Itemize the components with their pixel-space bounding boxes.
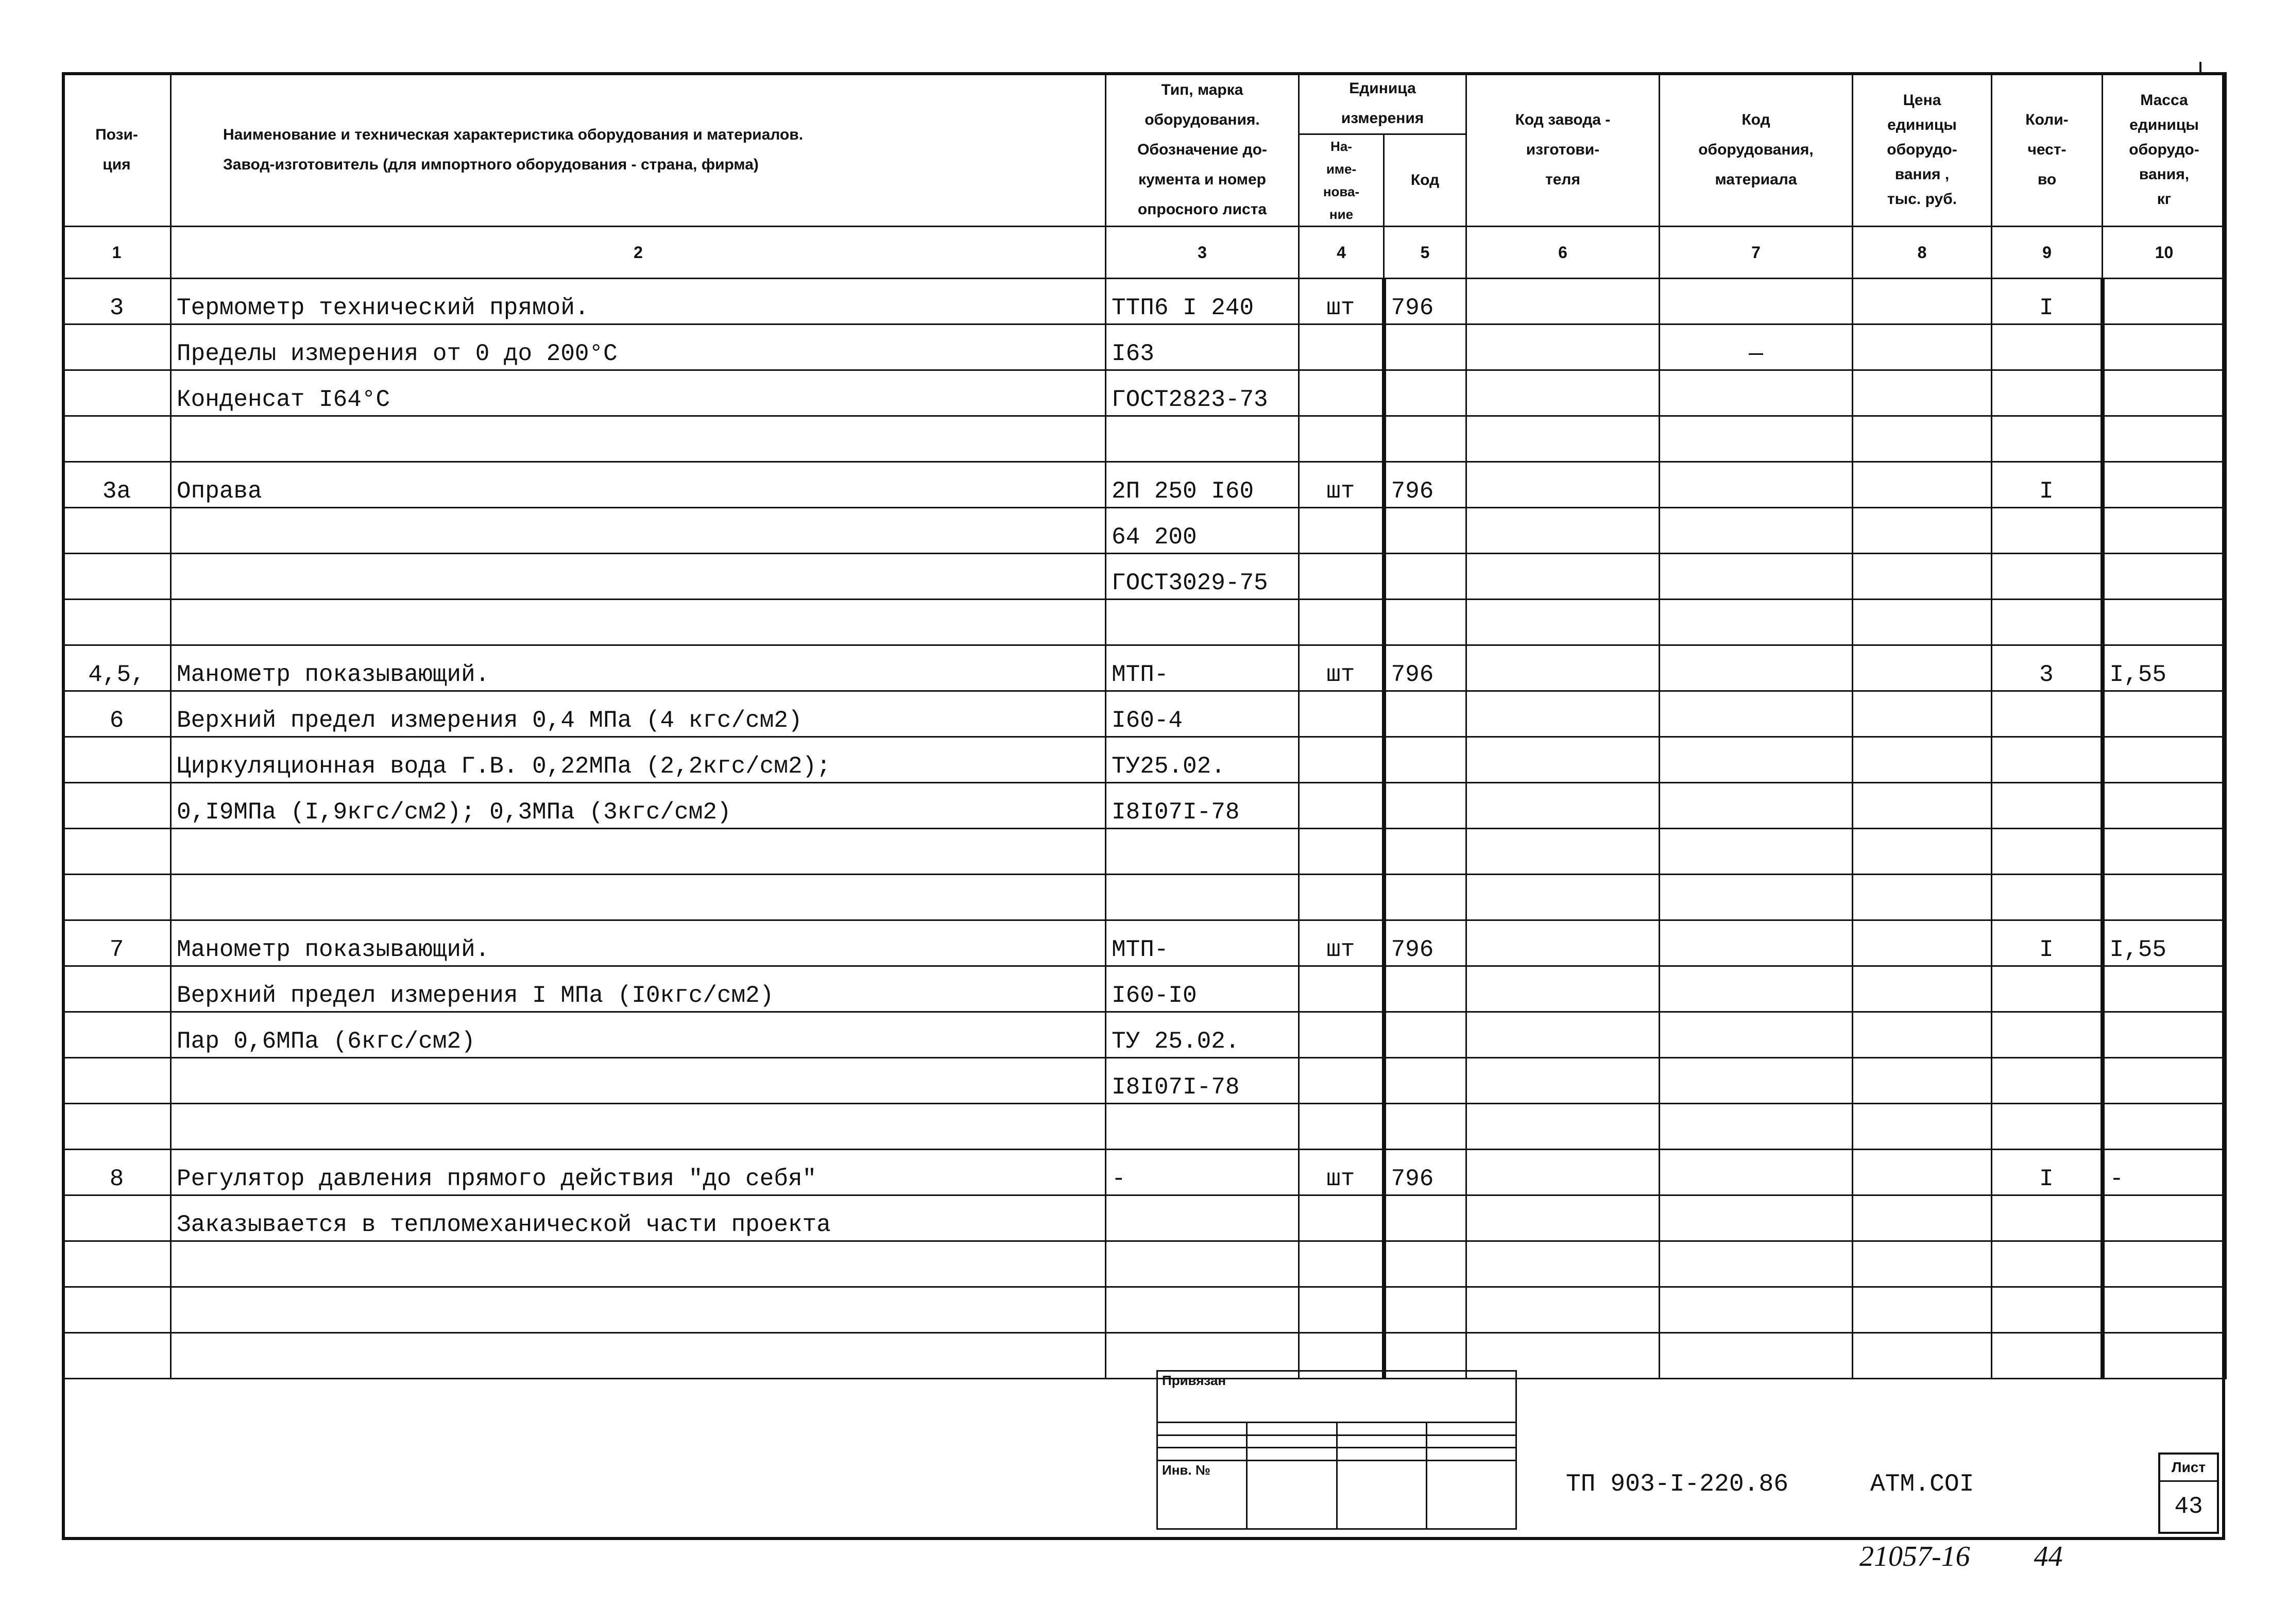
cell-qty [1992, 554, 2103, 600]
cell-code: 796 [1384, 462, 1466, 508]
cell-name [171, 1287, 1106, 1333]
cell-unit [1299, 1012, 1384, 1058]
cell-mfr [1466, 600, 1660, 645]
cell-price [1853, 416, 1992, 462]
cell-price [1853, 1058, 1992, 1104]
cell-name [171, 508, 1106, 554]
table-row [63, 370, 2226, 416]
cell-name [171, 554, 1106, 600]
cell-type: I60-4 [1106, 691, 1299, 737]
cell-qty: I [1992, 920, 2103, 966]
cell-code [1384, 737, 1466, 783]
cell-pos: 4,5, [63, 645, 171, 691]
cell-pos [63, 1058, 171, 1104]
cell-mfr [1466, 783, 1660, 829]
cell-price [1853, 1241, 1992, 1287]
cell-qty [1992, 1012, 2103, 1058]
cell-equip [1660, 875, 1853, 920]
cell-pos: 3 [63, 279, 171, 324]
cell-name [171, 829, 1106, 875]
col-number: 10 [2103, 227, 2226, 279]
cell-price [1853, 920, 1992, 966]
cell-qty [1992, 1058, 2103, 1104]
cell-pos [63, 1195, 171, 1241]
cell-price [1853, 1104, 1992, 1150]
cell-price [1853, 554, 1992, 600]
cell-name: Пределы измерения от 0 до 200°С [171, 324, 1106, 370]
cell-unit [1299, 1195, 1384, 1241]
table-row [63, 1150, 2226, 1195]
cell-pos [63, 737, 171, 783]
cell-type: I63 [1106, 324, 1299, 370]
cell-code [1384, 829, 1466, 875]
cell-price [1853, 1150, 1992, 1195]
cell-mfr [1466, 1012, 1660, 1058]
cell-pos: 6 [63, 691, 171, 737]
table-row [63, 783, 2226, 829]
cell-pos: 3а [63, 462, 171, 508]
cell-equip [1660, 462, 1853, 508]
cell-mfr [1466, 324, 1660, 370]
cell-pos [63, 783, 171, 829]
cell-price [1853, 279, 1992, 324]
cell-mfr [1466, 1150, 1660, 1195]
cell-type: ТУ25.02. [1106, 737, 1299, 783]
table-row [63, 1195, 2226, 1241]
cell-code [1384, 1104, 1466, 1150]
table-row [63, 920, 2226, 966]
table-row [63, 462, 2226, 508]
cell-mass [2103, 462, 2226, 508]
cell-unit: шт [1299, 1150, 1384, 1195]
col-number: 3 [1106, 227, 1299, 279]
table-row [63, 1287, 2226, 1333]
cell-price [1853, 324, 1992, 370]
col-number: 7 [1660, 227, 1853, 279]
cell-pos [63, 1287, 171, 1333]
cell-unit [1299, 829, 1384, 875]
cell-name: Регулятор давления прямого действия "до себя" [171, 1150, 1106, 1195]
cell-mass [2103, 1287, 2226, 1333]
col-number: 8 [1853, 227, 1992, 279]
cell-mass [2103, 1012, 2226, 1058]
col-number: 4 [1299, 227, 1384, 279]
cell-mass [2103, 1195, 2226, 1241]
cell-code [1384, 783, 1466, 829]
cell-mass [2103, 324, 2226, 370]
cell-mass [2103, 416, 2226, 462]
cell-price [1853, 1333, 1992, 1379]
cell-mass: I,55 [2103, 920, 2226, 966]
cell-code [1384, 1058, 1466, 1104]
cell-name [171, 1058, 1106, 1104]
cell-equip [1660, 691, 1853, 737]
cell-name: Конденсат I64°С [171, 370, 1106, 416]
col-number: 2 [171, 227, 1106, 279]
cell-name: Оправа [171, 462, 1106, 508]
cell-price [1853, 508, 1992, 554]
table-row [63, 829, 2226, 875]
cell-pos [63, 416, 171, 462]
cell-unit [1299, 1241, 1384, 1287]
cell-qty [1992, 829, 2103, 875]
cell-mfr [1466, 554, 1660, 600]
cell-unit [1299, 324, 1384, 370]
cell-equip [1660, 1012, 1853, 1058]
cell-price [1853, 645, 1992, 691]
table-row [63, 1012, 2226, 1058]
cell-equip [1660, 370, 1853, 416]
cell-qty [1992, 1333, 2103, 1379]
cell-name: Заказывается в тепломеханической части проекта [171, 1195, 1106, 1241]
table-row [63, 600, 2226, 645]
cell-name: Термометр технический прямой. [171, 279, 1106, 324]
cell-pos [63, 1333, 171, 1379]
cell-type: ТУ 25.02. [1106, 1012, 1299, 1058]
cell-pos [63, 554, 171, 600]
cell-code [1384, 1012, 1466, 1058]
cell-name: Пар 0,6МПа (6кгс/см2) [171, 1012, 1106, 1058]
table-row [63, 324, 2226, 370]
project-code: ТП 903-I-220.86 [1566, 1471, 1789, 1498]
cell-equip [1660, 645, 1853, 691]
sheet-number: 43 [2174, 1493, 2203, 1520]
cell-qty [1992, 875, 2103, 920]
cell-price [1853, 1012, 1992, 1058]
cell-unit [1299, 875, 1384, 920]
cell-price [1853, 691, 1992, 737]
header-row [63, 73, 2226, 134]
cell-price [1853, 783, 1992, 829]
cell-equip [1660, 1150, 1853, 1195]
cell-pos [63, 875, 171, 920]
cell-qty [1992, 370, 2103, 416]
cell-unit [1299, 1058, 1384, 1104]
cell-price [1853, 1195, 1992, 1241]
cell-code [1384, 1287, 1466, 1333]
cell-price [1853, 875, 1992, 920]
cell-mfr [1466, 462, 1660, 508]
cell-mass [2103, 1058, 2226, 1104]
table-row [63, 416, 2226, 462]
cell-pos [63, 370, 171, 416]
cell-mass [2103, 691, 2226, 737]
cell-pos [63, 1104, 171, 1150]
cell-mfr [1466, 829, 1660, 875]
cell-mass [2103, 1241, 2226, 1287]
header-unit-group: Единица измерения [1299, 73, 1466, 134]
cell-mass: I,55 [2103, 645, 2226, 691]
cell-mfr [1466, 691, 1660, 737]
cell-price [1853, 1287, 1992, 1333]
cell-type: МТП- [1106, 645, 1299, 691]
table-row [63, 508, 2226, 554]
attachment-stamp [1156, 1370, 1517, 1530]
cell-pos [63, 600, 171, 645]
cell-name [171, 416, 1106, 462]
header-position: Пози- ция [63, 73, 171, 227]
cell-qty [1992, 966, 2103, 1012]
header-price: Цена единицы оборудо- вания , тыс. руб. [1853, 73, 1992, 227]
cell-type: ГОСТ3029-75 [1106, 554, 1299, 600]
cell-name [171, 1241, 1106, 1287]
cell-unit [1299, 600, 1384, 645]
cell-equip [1660, 1058, 1853, 1104]
cell-type [1106, 416, 1299, 462]
cell-equip [1660, 1104, 1853, 1150]
cell-unit [1299, 691, 1384, 737]
cell-code [1384, 600, 1466, 645]
cell-type: ГОСТ2823-73 [1106, 370, 1299, 416]
archive-number: 21057-16 [1859, 1541, 1970, 1572]
header-mass: Масса единицы оборудо- вания, кг [2103, 73, 2226, 227]
cell-mfr [1466, 737, 1660, 783]
header-name: Наименование и техническая характеристика оборудования и материалов. Завод-изготовитель (для импортного оборудования - страна, фирма) [171, 73, 1106, 227]
cell-unit: шт [1299, 920, 1384, 966]
cell-equip [1660, 829, 1853, 875]
cell-unit [1299, 554, 1384, 600]
cell-pos [63, 508, 171, 554]
cell-code [1384, 691, 1466, 737]
cell-equip [1660, 554, 1853, 600]
cell-equip [1660, 1287, 1853, 1333]
cell-code [1384, 508, 1466, 554]
cell-type [1106, 1241, 1299, 1287]
cell-equip [1660, 783, 1853, 829]
cell-pos [63, 1241, 171, 1287]
specification-table [62, 72, 2227, 1379]
cell-equip [1660, 737, 1853, 783]
document-mark: АТМ.СОI [1870, 1471, 1974, 1498]
header-quantity: Коли- чест- во [1992, 73, 2103, 227]
cell-code: 796 [1384, 645, 1466, 691]
cell-name: 0,I9МПа (I,9кгс/см2); 0,3МПа (3кгс/см2) [171, 783, 1106, 829]
cell-name [171, 600, 1106, 645]
sheet-label: Лист [2160, 1455, 2217, 1482]
cell-name: Верхний предел измерения I МПа (I0кгс/см2) [171, 966, 1106, 1012]
cell-price [1853, 737, 1992, 783]
cell-type: 2П 250 I60 [1106, 462, 1299, 508]
table-row [63, 1058, 2226, 1104]
cell-unit [1299, 783, 1384, 829]
cell-equip [1660, 600, 1853, 645]
cell-qty [1992, 416, 2103, 462]
table-row [63, 645, 2226, 691]
cell-mass [2103, 783, 2226, 829]
table-row [63, 737, 2226, 783]
cell-equip [1660, 1241, 1853, 1287]
cell-type [1106, 875, 1299, 920]
cell-mfr [1466, 1058, 1660, 1104]
cell-unit [1299, 508, 1384, 554]
cell-mass [2103, 1333, 2226, 1379]
table-row [63, 1104, 2226, 1150]
cell-type [1106, 600, 1299, 645]
cell-type: - [1106, 1150, 1299, 1195]
cell-qty [1992, 737, 2103, 783]
cell-name [171, 875, 1106, 920]
cell-mfr [1466, 966, 1660, 1012]
cell-mfr [1466, 1241, 1660, 1287]
cell-mfr [1466, 1287, 1660, 1333]
cell-qty [1992, 783, 2103, 829]
cell-unit [1299, 1104, 1384, 1150]
cell-unit [1299, 1287, 1384, 1333]
cell-equip [1660, 1195, 1853, 1241]
col-number: 1 [63, 227, 171, 279]
cell-unit: шт [1299, 645, 1384, 691]
cell-mfr [1466, 920, 1660, 966]
attached-label: Привязан [1157, 1371, 1516, 1423]
cell-equip [1660, 966, 1853, 1012]
cell-price [1853, 462, 1992, 508]
cell-qty [1992, 600, 2103, 645]
col-number: 6 [1466, 227, 1660, 279]
cell-type: I8I07I-78 [1106, 783, 1299, 829]
cell-code [1384, 416, 1466, 462]
cell-pos [63, 829, 171, 875]
cell-type: I60-I0 [1106, 966, 1299, 1012]
cell-qty [1992, 1287, 2103, 1333]
page-number: 44 [2034, 1541, 2063, 1572]
inv-number-label: Инв. № [1157, 1460, 1247, 1529]
cell-mfr [1466, 416, 1660, 462]
cell-unit [1299, 737, 1384, 783]
cell-unit [1299, 370, 1384, 416]
cell-mfr [1466, 1104, 1660, 1150]
table-row [63, 691, 2226, 737]
table-row [63, 554, 2226, 600]
cell-code [1384, 1241, 1466, 1287]
cell-qty [1992, 1104, 2103, 1150]
col-number: 5 [1384, 227, 1466, 279]
header-type: Тип, марка оборудования. Обозначение до- кумента и номер опросного листа [1106, 73, 1299, 227]
cell-code: 796 [1384, 1150, 1466, 1195]
header-equipment-code: Код оборудования, материала [1660, 73, 1853, 227]
cell-equip: — [1660, 324, 1853, 370]
cell-price [1853, 370, 1992, 416]
cell-type: ТТП6 I 240 [1106, 279, 1299, 324]
cell-mass [2103, 554, 2226, 600]
cell-mass [2103, 1104, 2226, 1150]
table-row [63, 875, 2226, 920]
cell-qty: I [1992, 279, 2103, 324]
cell-unit: шт [1299, 462, 1384, 508]
cell-name [171, 1104, 1106, 1150]
cell-qty [1992, 508, 2103, 554]
column-numbers-row [63, 227, 2226, 279]
cell-equip [1660, 416, 1853, 462]
cell-type [1106, 1104, 1299, 1150]
cell-equip [1660, 920, 1853, 966]
cell-qty: 3 [1992, 645, 2103, 691]
cell-mass [2103, 370, 2226, 416]
cell-price [1853, 829, 1992, 875]
sheet-number-box [2158, 1452, 2219, 1534]
cell-mfr [1466, 875, 1660, 920]
cell-type: 64 200 [1106, 508, 1299, 554]
cell-mass [2103, 600, 2226, 645]
cell-code: 796 [1384, 920, 1466, 966]
cell-mfr [1466, 645, 1660, 691]
document-designation [1566, 1471, 2041, 1498]
cell-mass [2103, 875, 2226, 920]
table-row [63, 279, 2226, 324]
table-row [63, 1241, 2226, 1287]
cell-equip [1660, 1333, 1853, 1379]
col-number: 9 [1992, 227, 2103, 279]
cell-unit [1299, 416, 1384, 462]
cell-name: Циркуляционная вода Г.В. 0,22МПа (2,2кгс/см2); [171, 737, 1106, 783]
cell-code [1384, 370, 1466, 416]
cell-mass [2103, 279, 2226, 324]
cell-qty [1992, 1195, 2103, 1241]
cell-qty: I [1992, 1150, 2103, 1195]
cell-type: I8I07I-78 [1106, 1058, 1299, 1104]
cell-code [1384, 1195, 1466, 1241]
cell-mfr [1466, 508, 1660, 554]
cell-code [1384, 966, 1466, 1012]
table-row [63, 966, 2226, 1012]
header-manufacturer-code: Код завода - изготови- теля [1466, 73, 1660, 227]
cell-code [1384, 324, 1466, 370]
cell-pos [63, 966, 171, 1012]
cell-qty [1992, 324, 2103, 370]
cell-name: Верхний предел измерения 0,4 МПа (4 кгс/см2) [171, 691, 1106, 737]
header-unit-name: На- име- нова- ние [1299, 134, 1384, 227]
cell-unit [1299, 966, 1384, 1012]
cell-code: 796 [1384, 279, 1466, 324]
cell-price [1853, 966, 1992, 1012]
cell-equip [1660, 279, 1853, 324]
table-row [63, 1333, 2226, 1379]
cell-qty [1992, 691, 2103, 737]
cell-mfr [1466, 279, 1660, 324]
header-unit-code: Код [1384, 134, 1466, 227]
cell-equip [1660, 508, 1853, 554]
cell-unit: шт [1299, 279, 1384, 324]
cell-mfr [1466, 1195, 1660, 1241]
cell-qty [1992, 1241, 2103, 1287]
cell-name: Манометр показывающий. [171, 645, 1106, 691]
cell-code [1384, 554, 1466, 600]
cell-pos [63, 1012, 171, 1058]
cell-mass [2103, 966, 2226, 1012]
cell-pos: 7 [63, 920, 171, 966]
cell-name: Манометр показывающий. [171, 920, 1106, 966]
cell-type [1106, 1287, 1299, 1333]
cell-type [1106, 1195, 1299, 1241]
cell-pos: 8 [63, 1150, 171, 1195]
cell-mass [2103, 737, 2226, 783]
cell-pos [63, 324, 171, 370]
cell-mass [2103, 508, 2226, 554]
cell-type [1106, 829, 1299, 875]
cell-name [171, 1333, 1106, 1379]
cell-qty: I [1992, 462, 2103, 508]
cell-code [1384, 875, 1466, 920]
archive-footer [1859, 1540, 2120, 1573]
cell-mass: - [2103, 1150, 2226, 1195]
cell-type: МТП- [1106, 920, 1299, 966]
cell-price [1853, 600, 1992, 645]
cell-mfr [1466, 370, 1660, 416]
cell-mass [2103, 829, 2226, 875]
